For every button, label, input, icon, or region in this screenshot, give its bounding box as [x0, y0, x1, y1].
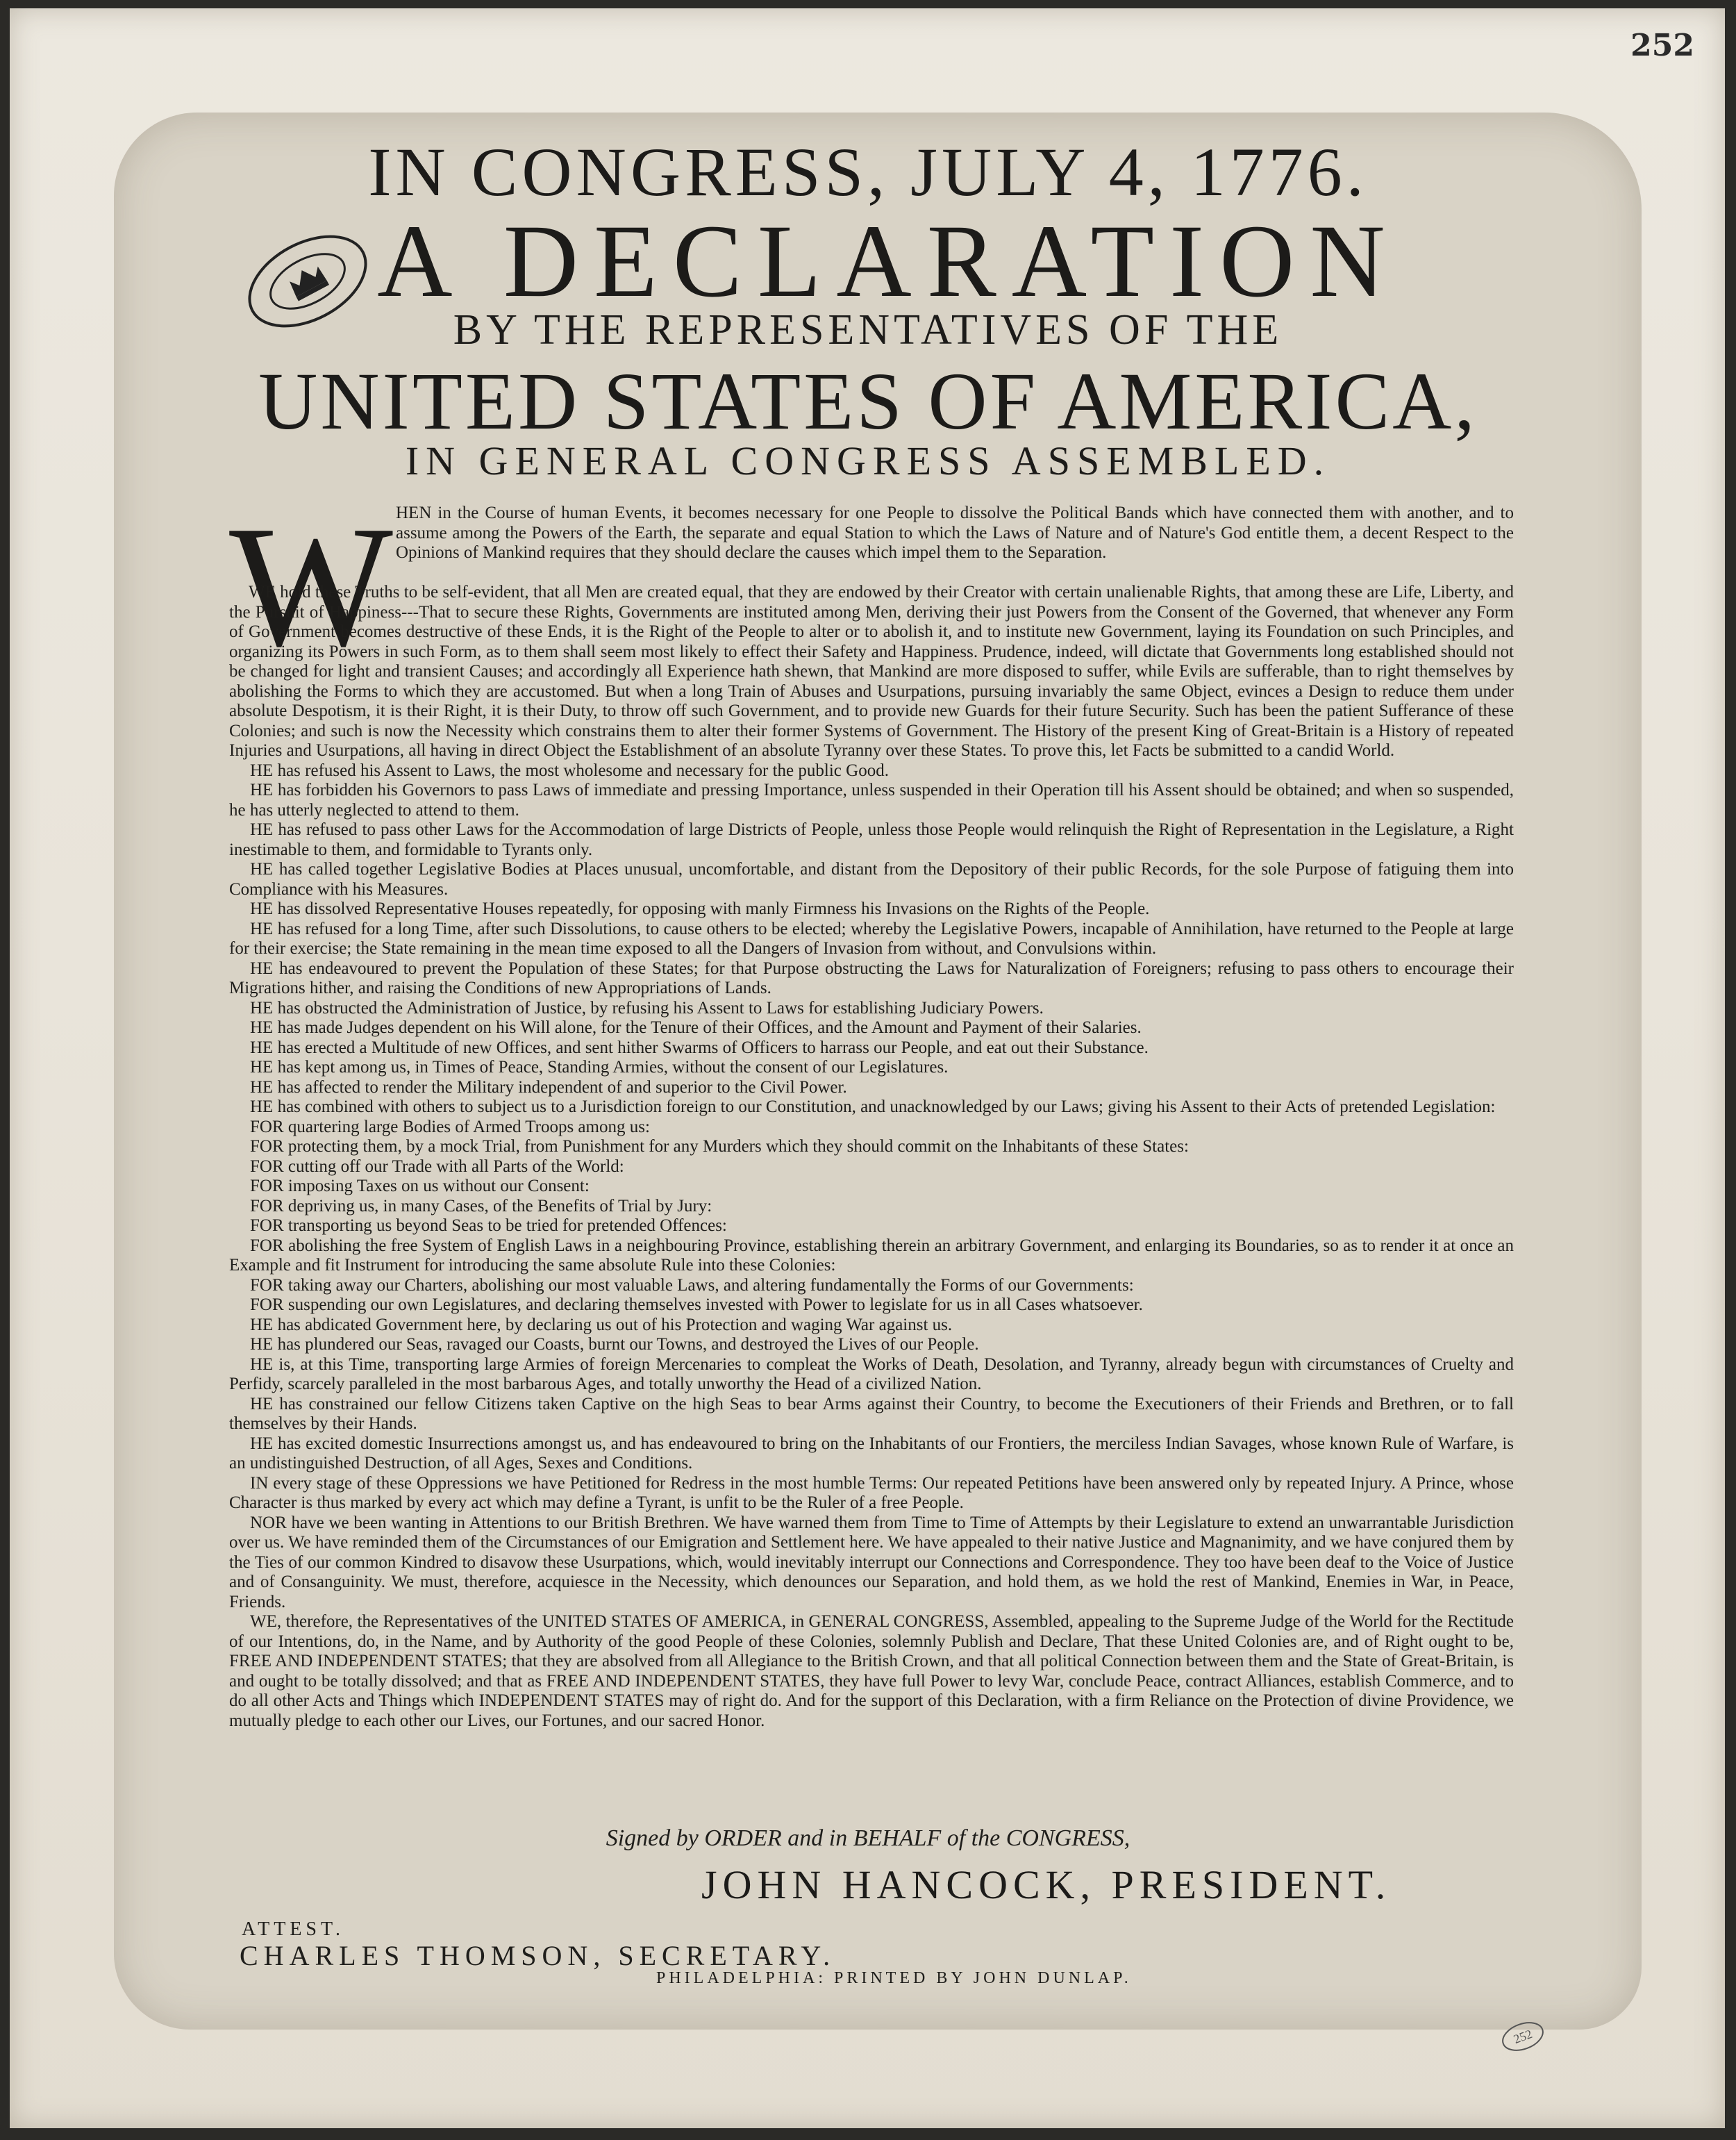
grievance-paragraph: HE has kept among us, in Times of Peace, Standing Armies, without the consent of our Legislatures. [250, 1058, 949, 1077]
paragraph: HEN in the Course of human Events, it becomes necessary for one People to dissolve the Political Bands which have connected them with another, and to assume among the Powers of the Earth, the separate and equal Station to which the Laws of Nature and of Nature's God entitle them, a decent Respect to the Opinions of Mankind requires that they should declare the causes which impel them to the Separation. [396, 504, 1514, 562]
header-declaration: A DECLARATION [377, 204, 1401, 319]
grievance-paragraph: FOR transporting us beyond Seas to be tried for pretended Offences: [250, 1216, 727, 1235]
grievance-paragraph: HE has obstructed the Administration of Justice, by refusing his Assent to Laws for establishing Judiciary Powers. [250, 998, 1044, 1018]
grievance-paragraph: FOR depriving us, in many Cases, of the Benefits of Trial by Jury: [250, 1196, 712, 1216]
conclusion-paragraph: WE, therefore, the Representatives of the UNITED STATES OF AMERICA, in GENERAL CONGRESS, Assembled, appealing to the Supreme Judge of the World for the Rectitude of our Intentions, do, in the Name, and by Authority of the good People of these Colonies, solemnly Publish and Declare, That these United Colonies are, and of Right ought to be, FREE AND INDEPENDENT STATES; that they are absolved from all Allegiance to the British Crown, and that all political Connection between them and the State of Great-Britain, is and ought to be totally dissolved; and that as FREE AND INDEPENDENT STATES, they have full Power to levy War, conclude Peace, contract Alliances, establish Commerce, and to do all other Acts and Things which INDEPENDENT STATES may of right do. And for the support of this Declaration, with a firm Reliance on the Protection of divine Providence, we mutually pledge to each other our Lives, our Fortunes, and our sacred Honor. [229, 1612, 1514, 1730]
grievance-paragraph: HE has abdicated Government here, by declaring us out of his Protection and waging War against us. [250, 1315, 953, 1334]
grievance-paragraph: HE is, at this Time, transporting large Armies of foreign Mercenaries to compleat the Works of Death, Desolation, and Tyranny, already begun with circumstances of Cruelty and Perfidy, scarcely paralleled in the most barbarous Ages, and totally unworthy the Head of a civilized Nation. [229, 1354, 1514, 1393]
drop-cap: W [229, 490, 393, 683]
president-signature: JOHN HANCOCK, PRESIDENT. [701, 1862, 1392, 1907]
declaration-body [229, 504, 1514, 1731]
grievance-paragraph: HE has refused his Assent to Laws, the most wholesome and necessary for the public Good. [250, 761, 889, 780]
header-by-line: BY THE REPRESENTATIVES OF THE [453, 306, 1283, 354]
grievance-paragraph: HE has forbidden his Governors to pass Laws of immediate and pressing Importance, unless suspended in their Operation till his Assent should be obtained; and when so suspended, he has utterly neglected to attend to them. [229, 781, 1514, 820]
grievance-paragraph: FOR protecting them, by a mock Trial, from Punishment for any Murders which they should commit on the Inhabitants of these States: [250, 1137, 1189, 1156]
page-number: 252 [1630, 28, 1694, 63]
grievance-paragraph: HE has endeavoured to prevent the Population of these States; for that Purpose obstructing the Laws for Naturalization of Foreigners; refusing to pass others to encourage their Migrations hither, and raising the Conditions of new Appropriations of Lands. [229, 959, 1514, 997]
grievance-paragraph: FOR imposing Taxes on us without our Consent: [250, 1177, 590, 1195]
grievance-paragraph: FOR taking away our Charters, abolishing our most valuable Laws, and altering fundamentally the Forms of our Governments: [250, 1275, 1134, 1295]
header-general-congress: IN GENERAL CONGRESS ASSEMBLED. [405, 438, 1331, 483]
grievance-paragraph: HE has made Judges dependent on his Will alone, for the Tenure of their Offices, and the Amount and Payment of their Salaries. [250, 1018, 1142, 1037]
grievance-paragraph: HE has plundered our Seas, ravaged our Coasts, burnt our Towns, and destroyed the Lives of our People. [250, 1335, 979, 1354]
corner-stamp-number: 252 [1511, 2026, 1535, 2047]
paragraph: WE hold these Truths to be self-evident, that all Men are created equal, that they are endowed by their Creator with certain unalienable Rights, that among these are Life, Liberty, and the Pursuit of Happiness---That to secure these Rights, Governments are instituted among Men, deriving their just Powers from the Consent of the Governed, that whenever any Form of Government becomes destructive of these Ends, it is the Right of the People to alter or to abolish it, and to institute new Government, laying its Foundation on such Principles, and organizing its Powers in such Form, as to them shall seem most likely to effect their Safety and Happiness. Prudence, indeed, will dictate that Governments long established should not be changed for light and transient Causes; and accordingly all Experience hath shewn, that Mankind are more disposed to suffer, while Evils are sufferable, than to right themselves by abolishing the Forms to which they are accustomed. But when a long Train of Abuses and Usurpations, pursuing invariably the same Object, evinces a Design to reduce them under absolute Despotism, it is their Right, it is their Duty, to throw off such Government, and to provide new Guards for their future Security. Such has been the patient Sufferance of these Colonies; and such is now the Necessity which constrains them to alter their former Systems of Government. The History of the present King of Great-Britain is a History of repeated Injuries and Usurpations, all having in direct Object the Establishment of an absolute Tyranny over these States. To prove this, let Facts be submitted to a candid World. [229, 583, 1514, 760]
grievance-paragraph: HE has erected a Multitude of new Offices, and sent hither Swarms of Officers to harrass our People, and eat out their Substance. [250, 1038, 1149, 1057]
grievance-paragraph: HE has excited domestic Insurrections amongst us, and has endeavoured to bring on the Inhabitants of our Frontiers, the merciless Indian Savages, whose known Rule of Warfare, is an undistinguished Destruction, of all Ages, Sexes and Conditions. [229, 1434, 1514, 1473]
grievance-paragraph: NOR have we been wanting in Attentions to our British Brethren. We have warned them from Time to Time of Attempts by their Legislature to extend an unwarrantable Jurisdiction over us. We have reminded them of the Circumstances of our Emigration and Settlement here. We have appealed to their native Justice and Magnanimity, and we have conjured them by the Ties of our common Kindred to disavow these Usurpations, which, would inevitably interrupt our Connections and Correspondence. They too have been deaf to the Voice of Justice and of Consanguinity. We must, therefore, acquiesce in the Necessity, which denounces our Separation, and hold them, as we hold the rest of Mankind, Enemies in War, in Peace, Friends. [229, 1513, 1514, 1611]
attest-label: ATTEST. [242, 1918, 345, 1940]
grievance-paragraph: HE has affected to render the Military independent of and superior to the Civil Power. [250, 1077, 847, 1097]
grievance-paragraph: HE has refused to pass other Laws for the Accommodation of large Districts of People, unless those People would relinquish the Right of Representation in the Legislature, a Right inestimable to them, and formidable to Tyrants only. [229, 820, 1514, 859]
grievance-paragraph: HE has combined with others to subject us to a Jurisdiction foreign to our Constitution, and unacknowledged by our Laws; giving his Assent to their Acts of pretended Legislation: [250, 1097, 1496, 1116]
signed-line: Signed by ORDER and in BEHALF of the CONGRESS, [606, 1825, 1130, 1851]
grievance-paragraph: HE has constrained our fellow Citizens taken Captive on the high Seas to bear Arms against their Country, to become the Executioners of their Friends and Brethren, or to fall themselves by their Hands. [229, 1394, 1514, 1433]
grievance-paragraph: HE has dissolved Representative Houses repeatedly, for opposing with manly Firmness his Invasions on the Rights of the People. [250, 899, 1150, 918]
grievance-paragraph: FOR cutting off our Trade with all Parts of the World: [250, 1156, 624, 1176]
grievance-paragraph: IN every stage of these Oppressions we have Petitioned for Redress in the most humble Terms: Our repeated Petitions have been answered only by repeated Injury. A Prince, whose Character is thus marked by every act which may define a Tyrant, is unfit to be the Ruler of a free People. [229, 1473, 1514, 1512]
secretary-signature: CHARLES THOMSON, SECRETARY. [240, 1940, 836, 1971]
header-united-states: UNITED STATES OF AMERICA, [258, 356, 1478, 447]
grievance-paragraph: FOR abolishing the free System of English Laws in a neighbouring Province, establishing therein an arbitrary Government, and enlarging its Boundaries, so as to render it at once an Example and fit Instrument for introducing the same absolute Rule into these Colonies: [229, 1236, 1514, 1275]
grievance-paragraph: FOR suspending our own Legislatures, and declaring themselves invested with Power to legislate for us in all Cases whatsoever. [250, 1295, 1143, 1314]
grievance-paragraph: HE has called together Legislative Bodies at Places unusual, uncomfortable, and distant from the Depository of their public Records, for the sole Purpose of fatiguing them into Compliance with his Measures. [229, 860, 1514, 899]
corner-stamp [1492, 2016, 1554, 2057]
printer-line: PHILADELPHIA: PRINTED BY JOHN DUNLAP. [656, 1969, 1132, 1987]
grievance-paragraph: FOR quartering large Bodies of Armed Troops among us: [250, 1117, 650, 1136]
grievance-paragraph: HE has refused for a long Time, after such Dissolutions, to cause others to be elected; whereby the Legislative Powers, incapable of Annihilation, have returned to the People at large for their exercise; the State remaining in the mean time exposed to all the Dangers of Invasion from without, and Convulsions within. [229, 919, 1514, 958]
crown-icon [286, 262, 329, 301]
header-congress-line: IN CONGRESS, JULY 4, 1776. [368, 133, 1368, 210]
